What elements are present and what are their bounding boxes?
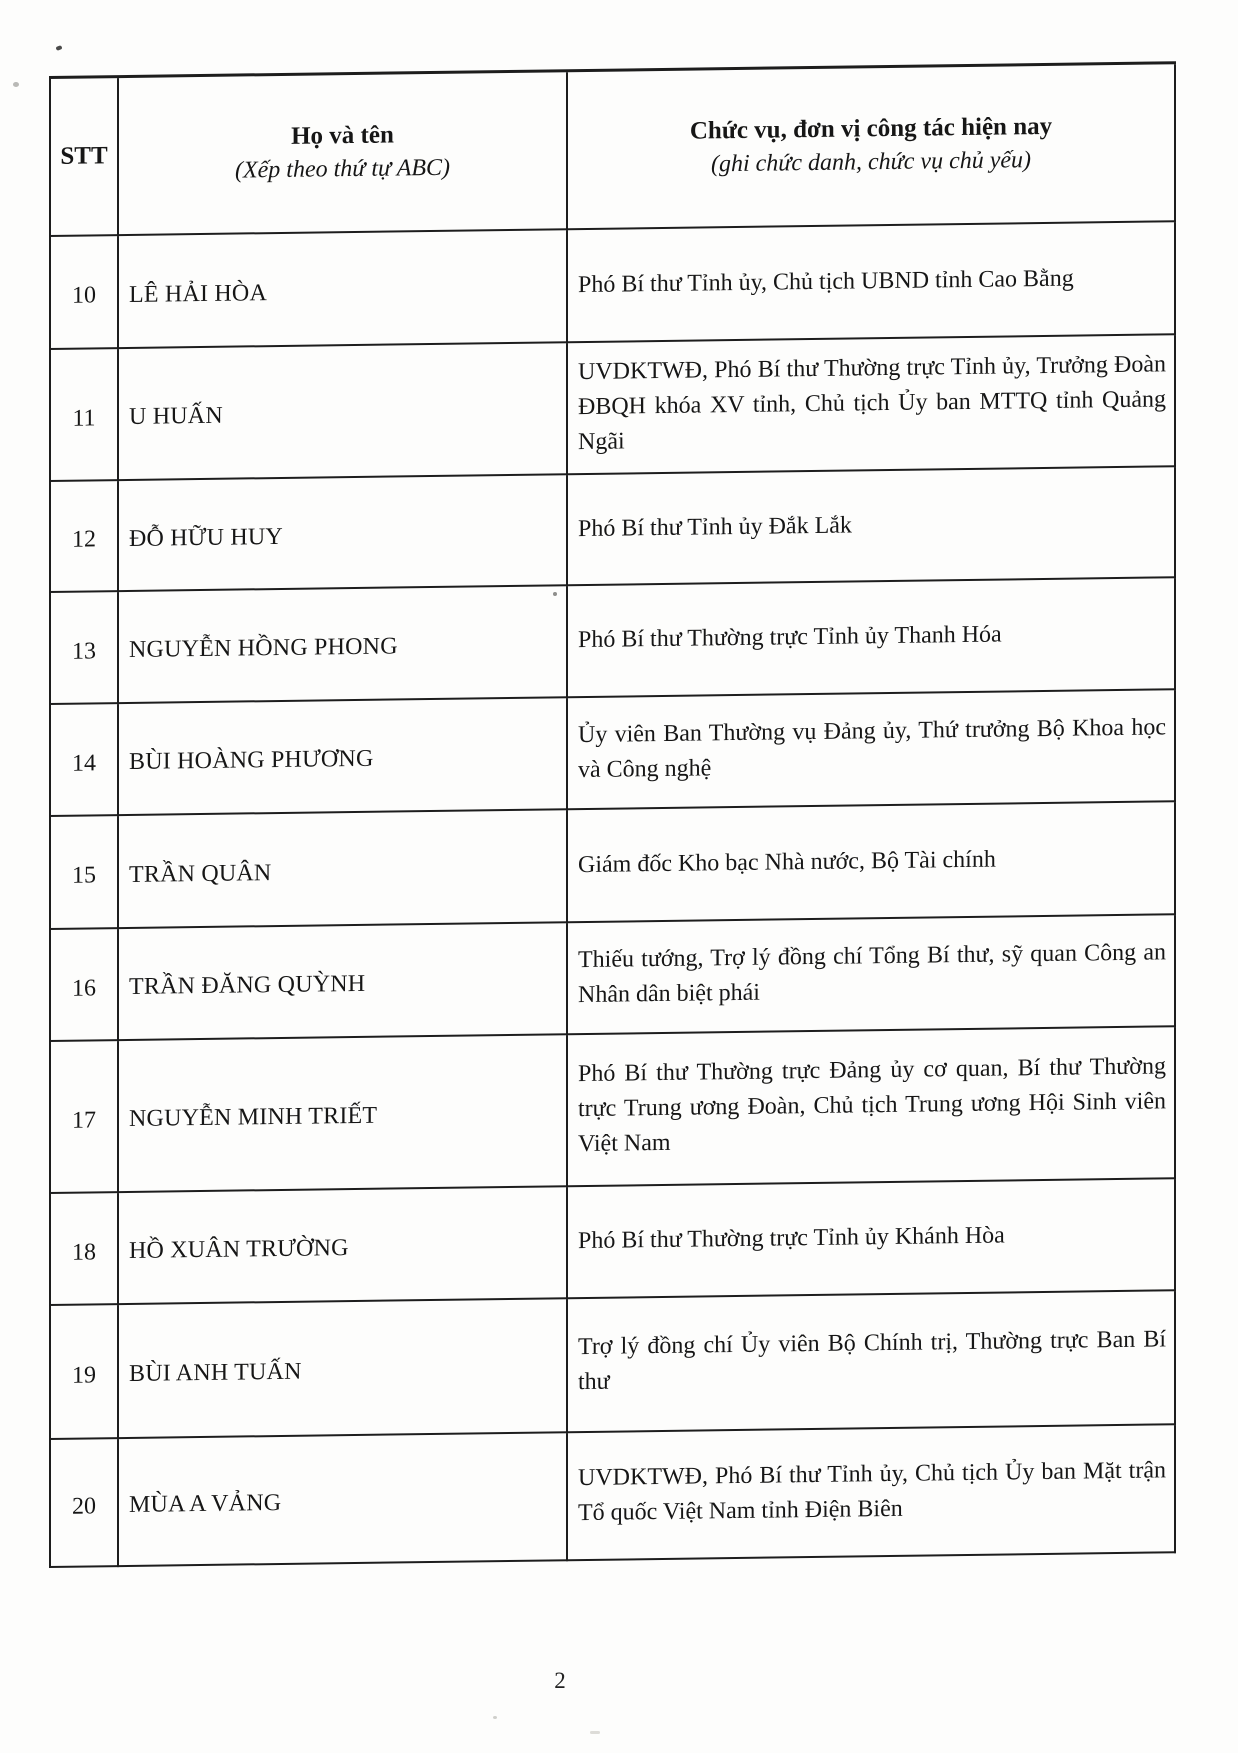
- header-role-title: Chức vụ, đơn vị công tác hiện nay: [689, 113, 1053, 145]
- header-name: [118, 71, 567, 235]
- name-cell: U HUẤN: [118, 342, 567, 480]
- table-row: [50, 577, 1175, 704]
- row-number-cell: 11: [50, 348, 118, 481]
- row-number-cell: 20: [50, 1438, 118, 1567]
- name-cell: NGUYỄN HỒNG PHONG: [118, 585, 567, 703]
- row-number-cell: 19: [50, 1304, 118, 1439]
- table-row: [50, 914, 1175, 1041]
- scan-artifact: [590, 1731, 600, 1734]
- table-row: [50, 689, 1175, 816]
- scan-artifact: [493, 1716, 497, 1719]
- name-cell: BÙI ANH TUẤN: [118, 1298, 567, 1438]
- table-row: [50, 221, 1175, 349]
- row-number-cell: 17: [50, 1040, 118, 1193]
- name-cell: LÊ HẢI HÒA: [118, 229, 567, 348]
- row-number-cell: 12: [50, 480, 118, 592]
- name-cell: TRẦN ĐĂNG QUỲNH: [118, 922, 567, 1040]
- role-cell: Thiếu tướng, Trợ lý đồng chí Tổng Bí thư, sỹ quan Công an Nhân dân biệt phái: [567, 914, 1175, 1034]
- table-row: [50, 1424, 1175, 1567]
- table-row: [50, 1026, 1175, 1193]
- header-role-subtitle: (ghi chức danh, chức vụ chủ yếu): [710, 147, 1032, 178]
- role-cell: Phó Bí thư Tỉnh ủy, Chủ tịch UBND tỉnh Cao Bằng: [567, 221, 1175, 342]
- row-number-cell: 14: [50, 703, 118, 816]
- role-cell: Phó Bí thư Thường trực Tỉnh ủy Thanh Hóa: [567, 577, 1175, 697]
- role-cell: Giám đốc Kho bạc Nhà nước, Bộ Tài chính: [567, 801, 1175, 922]
- name-cell: TRẦN QUÂN: [118, 809, 567, 928]
- name-cell: MÙA A VẢNG: [118, 1432, 567, 1566]
- table-header-row: [50, 63, 1175, 236]
- header-stt-label: STT: [60, 141, 108, 170]
- scan-artifact: [13, 82, 19, 87]
- role-cell: Ủy viên Ban Thường vụ Đảng ủy, Thứ trưởng Bộ Khoa học và Công nghệ: [567, 689, 1175, 809]
- header-name-title: Họ và tên: [291, 121, 394, 151]
- table-row: [50, 801, 1175, 929]
- row-number-cell: 16: [50, 928, 118, 1041]
- scan-artifact: [55, 45, 62, 51]
- personnel-table: [49, 61, 1176, 1567]
- name-cell: ĐỖ HỮU HUY: [118, 474, 567, 591]
- role-cell: Phó Bí thư Thường trực Đảng ủy cơ quan, Bí thư Thường trực Trung ương Đoàn, Chủ tịch Trung ương Hội Sinh viên Việt Nam: [567, 1026, 1175, 1186]
- table-row: [50, 334, 1175, 481]
- row-number-cell: 10: [50, 235, 118, 349]
- page-number: 2: [554, 1668, 566, 1693]
- name-cell: BÙI HOÀNG PHƯƠNG: [118, 697, 567, 815]
- header-name-subtitle: (Xếp theo thứ tự ABC): [234, 155, 451, 184]
- header-role: [567, 63, 1175, 229]
- table-row: [50, 1290, 1175, 1439]
- row-number-cell: 15: [50, 815, 118, 929]
- row-number-cell: 18: [50, 1192, 118, 1305]
- row-number-cell: 13: [50, 591, 118, 704]
- role-cell: Phó Bí thư Thường trực Tỉnh ủy Khánh Hòa: [567, 1178, 1175, 1298]
- name-cell: NGUYỄN MINH TRIẾT: [118, 1034, 567, 1192]
- role-cell: Trợ lý đồng chí Ủy viên Bộ Chính trị, Thường trực Ban Bí thư: [567, 1290, 1175, 1432]
- role-cell: Phó Bí thư Tỉnh ủy Đắk Lắk: [567, 466, 1175, 585]
- role-cell: UVDKTWĐ, Phó Bí thư Thường trực Tỉnh ủy, Trưởng Đoàn ĐBQH khóa XV tỉnh, Chủ tịch Ủy ban MTTQ tỉnh Quảng Ngãi: [567, 334, 1175, 474]
- name-cell: HỒ XUÂN TRƯỜNG: [118, 1186, 567, 1304]
- role-cell: UVDKTWĐ, Phó Bí thư Tỉnh ủy, Chủ tịch Ủy ban Mặt trận Tổ quốc Việt Nam tỉnh Điện Biên: [567, 1424, 1175, 1560]
- table-row: [50, 1178, 1175, 1305]
- header-stt: [50, 77, 118, 236]
- table-row: [50, 466, 1175, 592]
